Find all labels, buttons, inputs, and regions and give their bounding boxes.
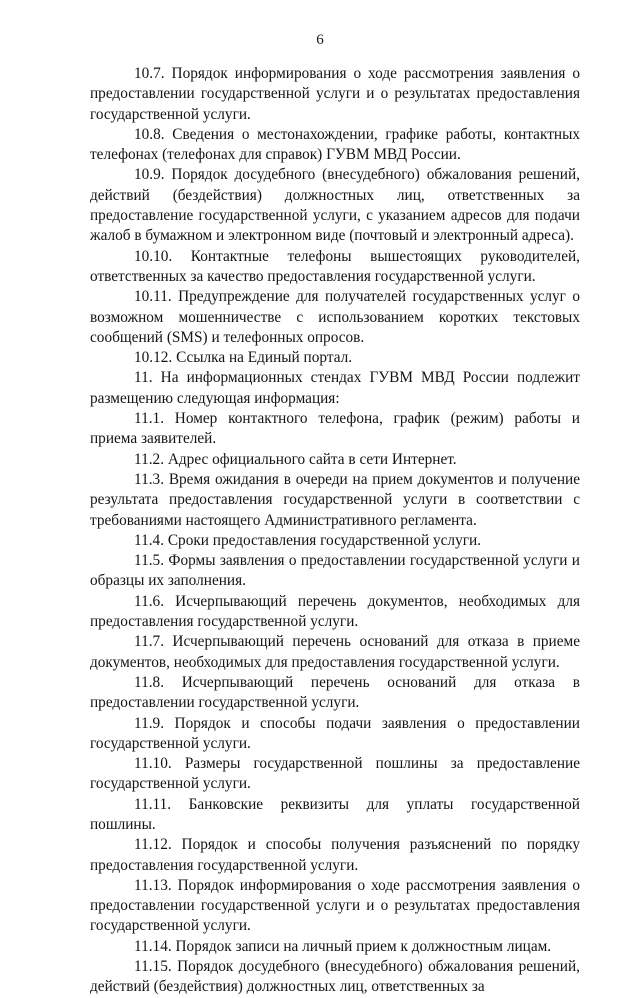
paragraph-11-10: 11.10. Размеры государственной пошлины за предоставление государственной услуги. (90, 755, 580, 793)
paragraph-11-5: 11.5. Формы заявления о предоставлении государственной услуги и образцы их заполнения. (90, 552, 580, 590)
paragraph-11-4: 11.4. Сроки предоставления государственной услуги. (134, 531, 482, 549)
paragraph-11-2: 11.2. Адрес официального сайта в сети Интернет. (134, 450, 457, 468)
paragraph-11-6: 11.6. Исчерпывающий перечень документов, необходимых для предоставления государственной услуги. (90, 592, 580, 631)
paragraph-11: 11. На информационных стендах ГУВМ МВД России подлежит размещению следующая информация: (90, 369, 580, 407)
document-body (90, 64, 580, 998)
paragraph-11-3: 11.3. Время ожидания в очереди на прием документов и получение результата предоставления государственной услуги в соответствии с требованиями настоящего Административного регламента. (90, 470, 580, 529)
paragraph-11-15: 11.15. Порядок досудебного (внесудебного) обжалования решений, действий (бездействия) должностных лиц, ответственных за (90, 958, 580, 996)
paragraph-11-1: 11.1. Номер контактного телефона, график (режим) работы и приема заявителей. (90, 410, 580, 448)
paragraph-10-10: 10.10. Контактные телефоны вышестоящих руководителей, ответственных за качество предоставления государственной услуги. (90, 247, 580, 285)
paragraph-11-11: 11.11. Банковские реквизиты для уплаты государственной пошлины. (90, 795, 580, 833)
paragraph-11-13: 11.13. Порядок информирования о ходе рассмотрения заявления о предоставлении государственной услуги и о результатах предоставления государственной услуги. (90, 876, 580, 935)
paragraph-10-7: 10.7. Порядок информирования о ходе рассмотрения заявления о предоставлении государственной услуги и о результатах предоставления государственной услуги. (90, 65, 580, 123)
paragraph-10-9: 10.9. Порядок досудебного (внесудебного) обжалования решений, действий (бездействия) должностных лиц, ответственных за предоставление государственной услуги, с указанием адресов для подачи жалоб в бумажном и электронном виде (почтовый и электронный адреса). (90, 166, 580, 245)
paragraph-10-12: 10.12. Ссылка на Единый портал. (134, 349, 353, 367)
paragraph-11-9: 11.9. Порядок и способы подачи заявления о предоставлении государственной услуги. (90, 714, 580, 752)
paragraph-10-8: 10.8. Сведения о местонахождении, графике работы, контактных телефонах (телефонах для справок) ГУВМ МВД России. (90, 125, 580, 164)
paragraph-11-8: 11.8. Исчерпывающий перечень оснований для отказа в предоставлении государственной услуги. (90, 673, 580, 712)
paragraph-11-7: 11.7. Исчерпывающий перечень оснований для отказа в приеме документов, необходимых для предоставления государственной услуги. (90, 633, 580, 671)
paragraph-10-11: 10.11. Предупреждение для получателей государственных услуг о возможном мошенничестве с использованием коротких текстовых сообщений (SMS) и телефонных опросов. (90, 288, 580, 346)
paragraph-11-14: 11.14. Порядок записи на личный прием к должностным лицам. (134, 937, 552, 955)
paragraph-11-12: 11.12. Порядок и способы получения разъяснений по порядку предоставления государственной услуги. (90, 836, 580, 874)
page-number: 6 (316, 32, 324, 48)
